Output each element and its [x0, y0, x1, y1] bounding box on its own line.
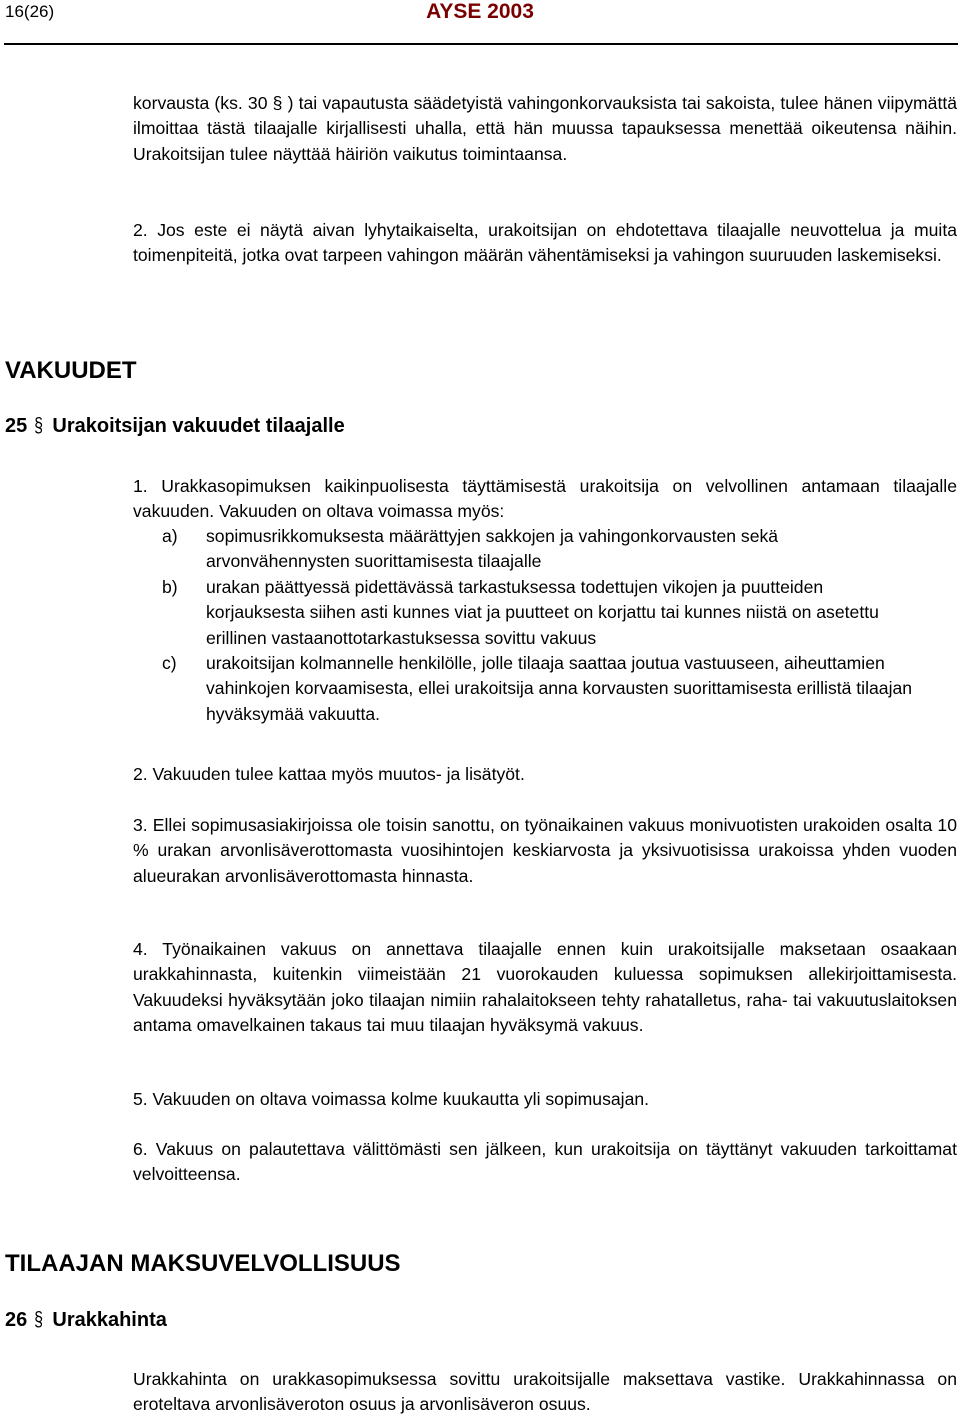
section-symbol: § — [34, 1309, 44, 1331]
section-26-title: Urakkahinta — [52, 1309, 167, 1331]
section-25-number: 25 — [5, 415, 28, 437]
section-25-paragraph-3: 3. Ellei sopimusasiakirjoissa ole toisin sanottu, on työnaikainen vakuus monivuotisten urakoiden osalta 10 % urakan arvonlisäverottomasta vuosihintojen keskiarvosta ja yksivuotisissa urakoissa yhden vuoden alueurakan arvonlisäverottomasta hinnasta. — [133, 815, 957, 886]
heading-vakuudet: VAKUUDET — [5, 357, 137, 384]
section-25-title: Urakoitsijan vakuudet tilaajalle — [52, 415, 345, 437]
list-item-label: b) — [162, 576, 178, 597]
section-26-heading — [5, 1309, 167, 1332]
section-25-paragraph-6: 6. Vakuus on palautettava välittömästi sen jälkeen, kun urakoitsija on täyttänyt vakuuden tarkoittamat velvoitteensa. — [133, 1139, 957, 1185]
section-25-paragraph-2: 2. Vakuuden tulee kattaa myös muutos- ja lisätyöt. — [133, 764, 525, 784]
document-title: AYSE 2003 — [426, 0, 534, 23]
header-rule — [4, 43, 958, 45]
section-26-number: 26 — [5, 1309, 28, 1331]
list-item — [162, 575, 922, 651]
section-25-paragraph-5: 5. Vakuuden on oltava voimassa kolme kuukautta yli sopimusajan. — [133, 1089, 650, 1109]
section-25-paragraph-1: 1. Urakkasopimuksen kaikinpuolisesta täyttämisestä urakoitsija on velvollinen antamaan tilaajalle vakuuden. Vakuuden on oltava voimassa myös: — [133, 476, 957, 522]
paragraph-2: 2. Jos este ei näytä aivan lyhytaikaiselta, urakoitsijan on ehdotettava tilaajalle neuvottelua ja muita toimenpiteitä, jotka ovat tarpeen vahingon määrän vähentämiseksi ja vahingon suuruuden laskemiseksi. — [133, 220, 957, 266]
page-number: 16(26) — [5, 2, 55, 21]
list-item-text: urakan päättyessä pidettävässä tarkastuksessa todettujen vikojen ja puutteiden korjauksesta siihen asti kunnes viat ja puutteet on korjattu tai kunnes niistä on asetettu erillinen vastaanottotarkastuksessa sovittu vakuus — [206, 576, 879, 648]
heading-maksuvelvollisuus: TILAAJAN MAKSUVELVOLLISUUS — [5, 1250, 401, 1277]
list-item-text: sopimusrikkomuksesta määrättyjen sakkojen ja vahingonkorvausten sekä arvonvähennysten suorittamisesta tilaajalle — [206, 526, 779, 572]
list-item-label: c) — [162, 653, 177, 674]
page-header — [0, 0, 960, 46]
section-25-heading — [5, 415, 345, 438]
section-symbol: § — [34, 415, 44, 437]
section-25-paragraph-4: 4. Työnaikainen vakuus on annettava tilaajalle ennen kuin urakoitsijalle maksetaan osaakaan urakkahinnasta, kuitenkin viimeistään 21 vuorokauden kuluessa sopimuksen allekirjoittamisesta. Vakuudeksi hyväksytään joko tilaajan nimiin rahalaitokseen tehty rahatalletus, raha- tai vakuutuslaitoksen antama omavelkainen takaus tai muu tilaajan hyväksymä vakuus. — [133, 939, 957, 1036]
guarantee-list — [162, 524, 922, 727]
list-item — [162, 524, 922, 575]
section-26-paragraph: Urakkahinta on urakkasopimuksessa sovittu urakoitsijalle maksettava vastike. Urakkahinnassa on eroteltava arvonlisäveroton osuus ja arvonlisäveron osuus. — [133, 1369, 957, 1415]
list-item — [162, 651, 922, 727]
list-item-label: a) — [162, 526, 178, 546]
paragraph-continuation: korvausta (ks. 30 § ) tai vapautusta säädetyistä vahingonkorvauksista tai sakoista, tulee hänen viipymättä ilmoittaa tästä tilaajalle kirjallisesti uhalla, että hän muussa tapauksessa menettää oikeutensa näihin. Urakoitsijan tulee näyttää häiriön vaikutus toimintaansa. — [133, 93, 957, 164]
list-item-text: urakoitsijan kolmannelle henkilölle, jolle tilaaja saattaa joutua vastuuseen, aiheuttamien vahinkojen korvaamisesta, ellei urakoitsija anna korvausten suorittamisesta erillistä tilaajan hyväksymää vakuutta. — [206, 653, 913, 724]
